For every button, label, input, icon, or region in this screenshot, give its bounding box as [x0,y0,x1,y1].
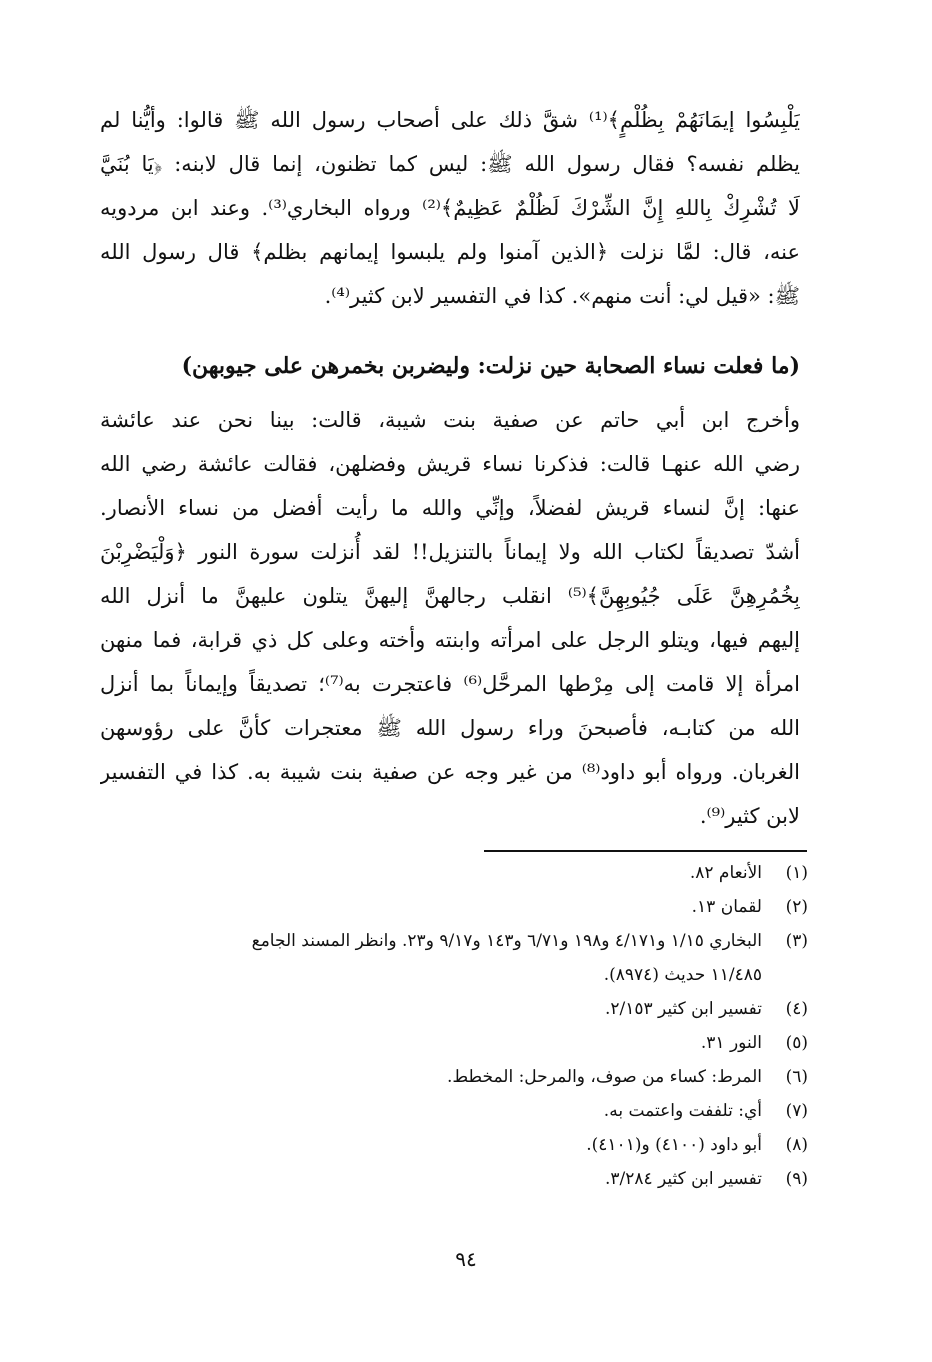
footnote-text-block [100,924,762,992]
footnote-item [100,992,808,1026]
footnote-text: المرط: كساء من صوف، والمرحل: المخطط. [446,1067,762,1087]
footnote-text: تفسير ابن كثير ٢/١٥٣. [604,999,762,1019]
footnote-item [100,1162,808,1196]
text-line: لَا تُشْرِكْ بِاللهِ إِنَّ الشِّرْكَ لَظُلْمٌ عَظِيمٌ﴾⁽²⁾ ورواه البخاري⁽³⁾. وعند ابن مردويه [100,196,800,220]
footnote-text-continued: ١١/٤٨٥ حديث (٨٩٧٤). [603,965,762,985]
text-line: الله من كتابـه، فأصبحنَ وراء رسول الله ﷺ معتجرات كأنَّ على رؤوسهن [100,716,800,740]
footnote-number: (٧) [785,1101,808,1121]
footnote-text: النور ٣١. [700,1033,762,1053]
text-line: عنها: إنَّ لنساء قريش لفضلاً، وإنِّي والله ما رأيت أفضل من نساء الأنصار. [100,496,800,520]
footnote-text: لقمان ١٣. [691,897,762,917]
footnote-number: (٦) [785,1067,808,1087]
text-line: أشدّ تصديقاً لكتاب الله ولا إيماناً بالتنزيل!! لقد أُنزلت سورة النور ﴿وَلْيَضْرِبْنَ [100,540,800,564]
footnote-item [100,924,808,992]
footnote-number: (١) [785,863,808,883]
text-line: وأخرج ابن أبي حاتم عن صفية بنت شيبة، قالت: بينا نحن عند عائشة [100,408,800,432]
paragraph-quran-commentary [100,98,800,318]
footnote-item [100,1060,808,1094]
section-heading: (ما فعلت نساء الصحابة حين نزلت: وليضربن بخمرهن على جيوبهن) [181,353,800,379]
footnote-item [100,1026,808,1060]
footnote-text: الأنعام ٨٢. [689,863,762,883]
footnote-divider [484,850,807,852]
footnote-number: (٩) [785,1169,808,1189]
text-line: يظلم نفسه؟ فقال رسول الله ﷺ: ليس كما تظنون، إنما قال لابنه: ﴿يَا بُنَيَّ [100,152,800,176]
footnote-number: (٤) [785,999,808,1019]
footnote-item [100,1128,808,1162]
footnote-number: (٥) [785,1033,808,1053]
text-line: لابن كثير⁽⁹⁾. [699,804,800,828]
text-line: ﷺ: «قيل لي: أنت منهم». كذا في التفسير لابن كثير⁽⁴⁾. [324,284,800,308]
paragraph-narration [100,398,800,838]
footnote-number: (٨) [785,1135,808,1155]
footnotes [100,856,808,1196]
footnote-number: (٢) [785,897,808,917]
text-line: عنه، قال: لمَّا نزلت ﴿الذين آمنوا ولم يلبسوا إيمانهم بظلم﴾ قال رسول الله [100,240,800,264]
footnote-text: أبو داود (٤١٠٠) و(٤١٠١). [586,1135,762,1155]
text-line: رضي الله عنهـا قالت: فذكرنا نساء قريش وفضلهن، فقالت عائشة رضي الله [100,452,800,476]
text-line: إليهم فيها، ويتلو الرجل على امرأته وابنته وأخته وعلى كل ذي قرابة، فما منهن [100,628,800,652]
text-line: يَلْبِسُوا إيمَانَهُمْ بِظُلْمٍ﴾⁽¹⁾ شقَّ ذلك على أصحاب رسول الله ﷺ قالوا: وأيُّنا لم [100,108,800,132]
page-number: ٩٤ [455,1247,477,1271]
footnote-text: تفسير ابن كثير ٣/٢٨٤. [604,1169,762,1189]
text-line: امرأة إلا قامت إلى مِرْطها المرحَّل⁽⁶⁾ فاعتجرت به⁽⁷⁾؛ تصديقاً وإيماناً بما أنزل [100,672,800,696]
footnote-text: أي: تلففت واعتمت به. [603,1101,762,1121]
text-line: الغربان. ورواه أبو داود⁽⁸⁾ من غير وجه عن صفية بنت شيبة به. كذا في التفسير [100,760,800,784]
footnote-text: البخاري ١/١٥ و٤/١٧١ و١٩٨ و٦/٧١ و١٤٣ و٩/١٧ و٢٣. وانظر المسند الجامع [251,931,762,951]
footnote-number: (٣) [785,931,808,951]
footnote-item [100,1094,808,1128]
footnote-item [100,890,808,924]
text-line: بِخُمُرِهِنَّ عَلَى جُيُوبِهِنَّ﴾⁽⁵⁾ انقلب رجالهنَّ إليهنَّ يتلون عليهنَّ ما أنزل الله [100,584,800,608]
footnote-item [100,856,808,890]
